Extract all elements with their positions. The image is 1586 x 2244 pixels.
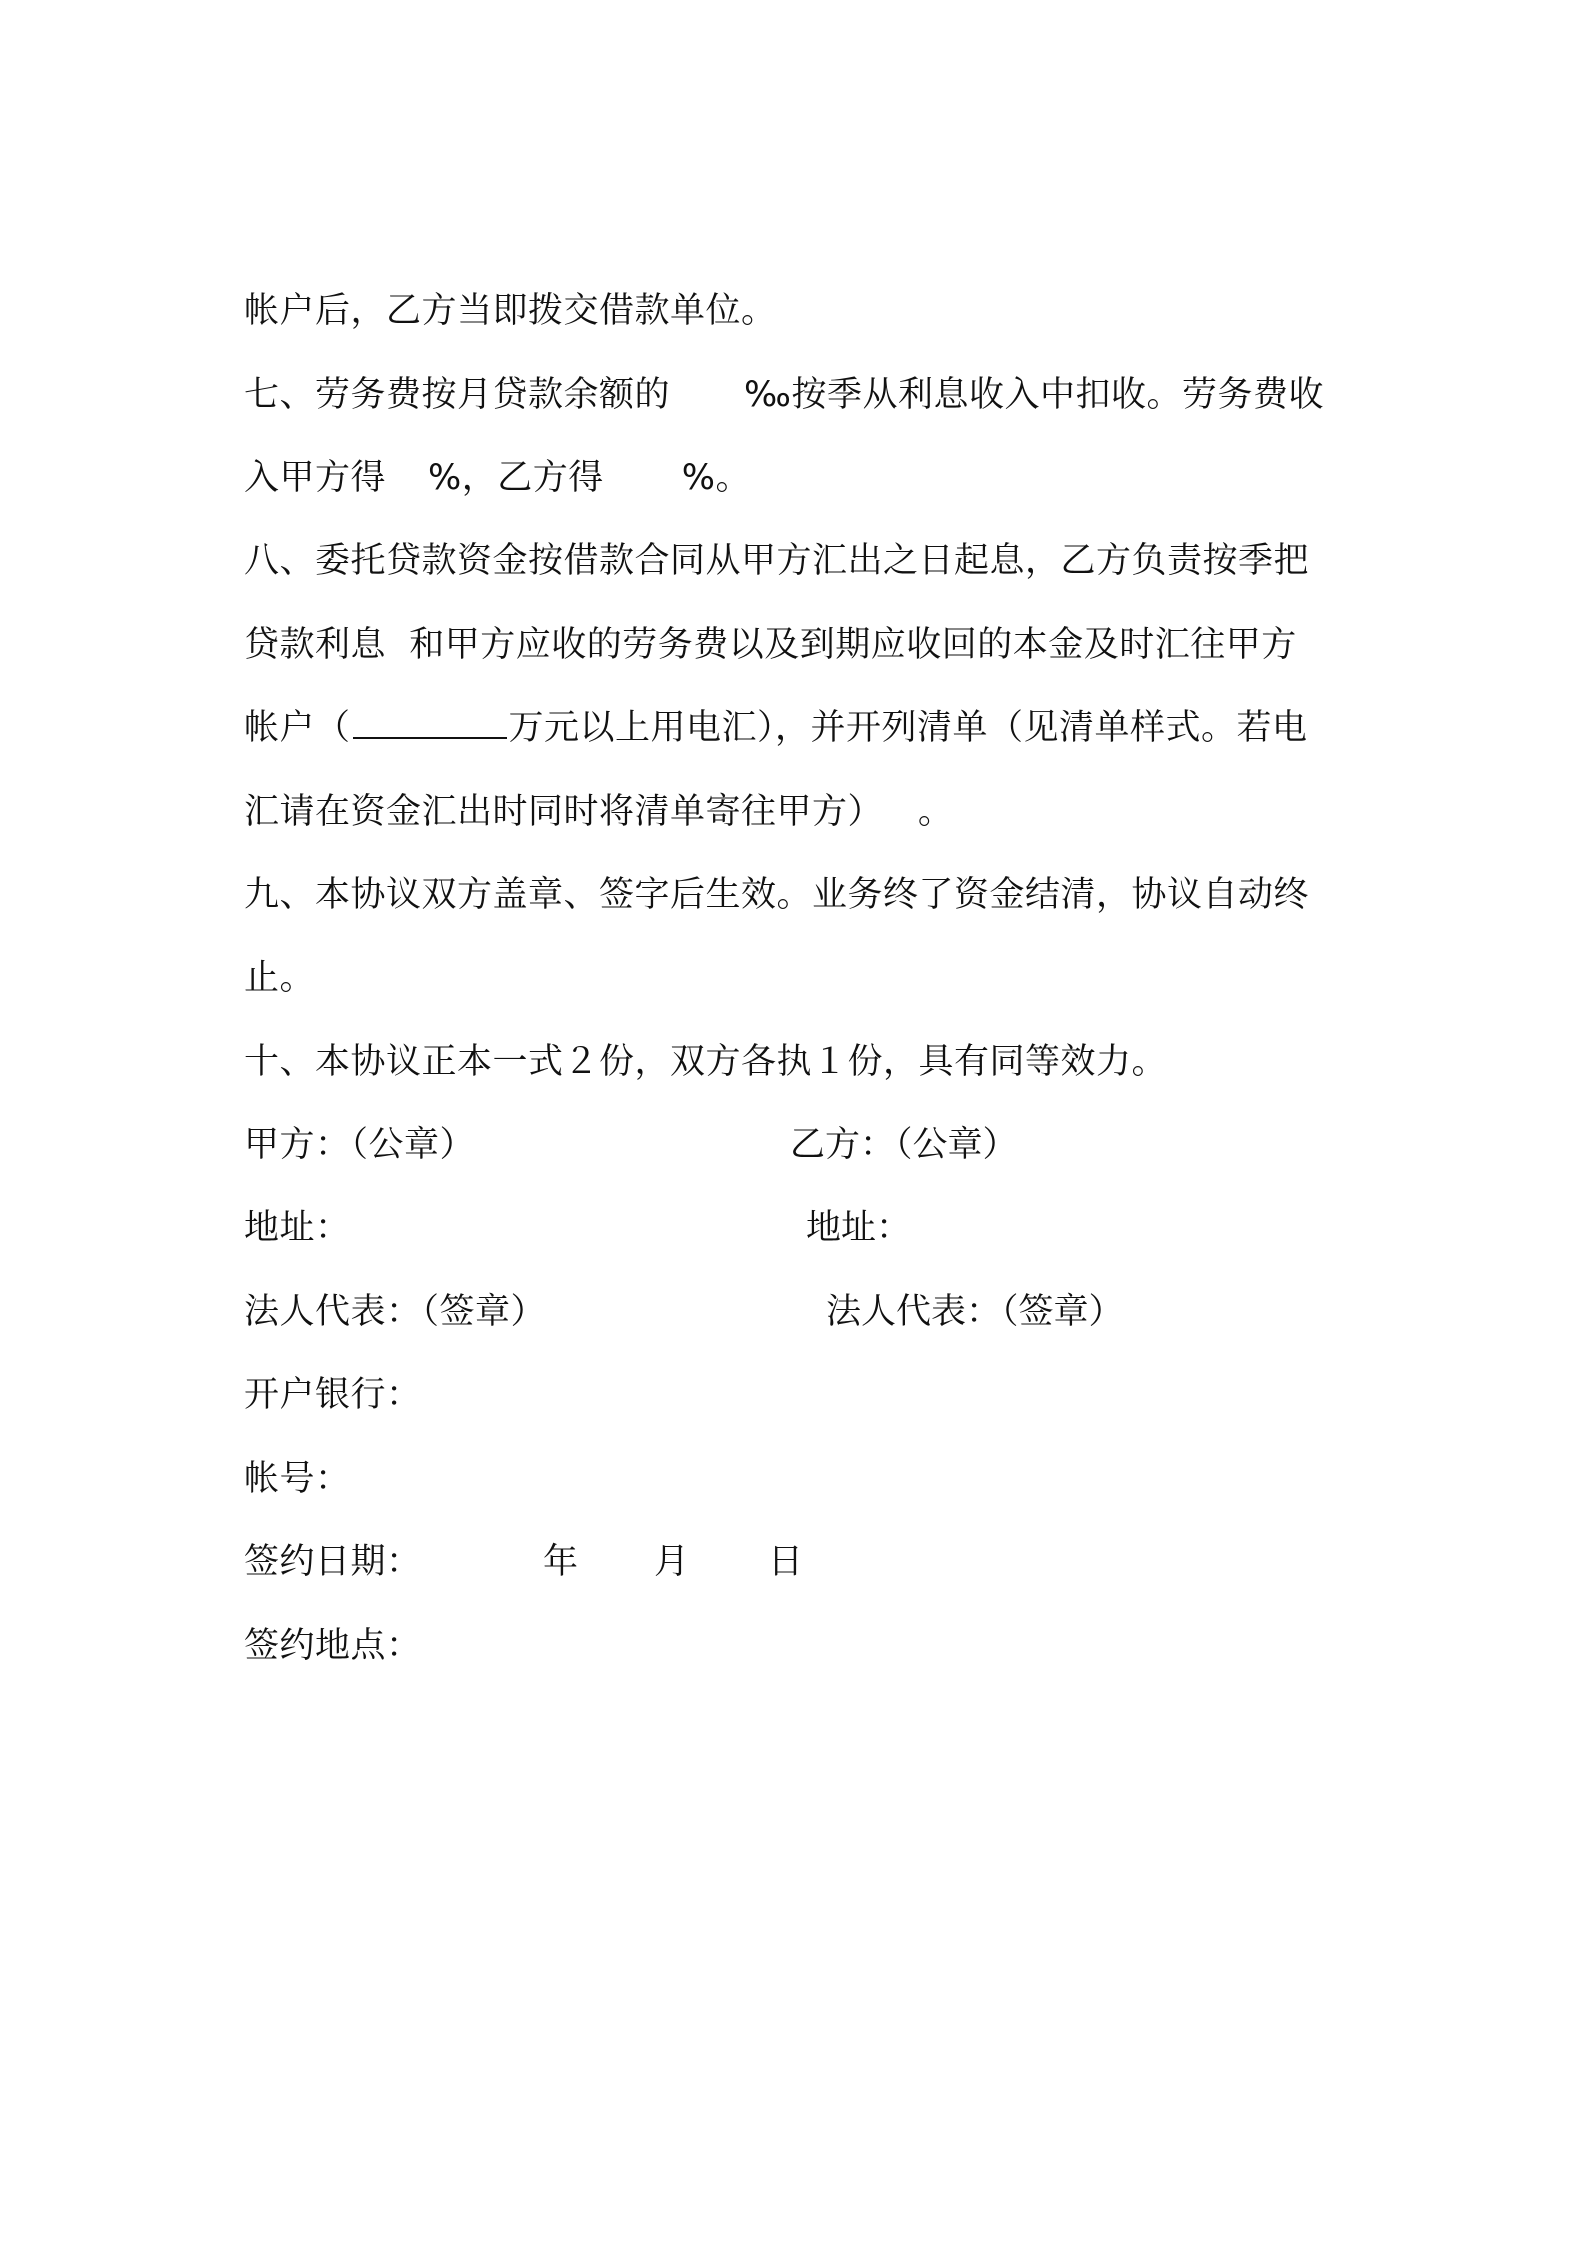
signing-date-label: 签约日期： [244, 1542, 422, 1582]
party-a-seal: 甲方：（公章） [244, 1125, 476, 1165]
date-month: 月 [654, 1542, 690, 1582]
paragraph-7-text-e: %。 [681, 458, 752, 498]
paragraph-7-text-d: %，乙方得 [428, 458, 604, 498]
account-label: 帐号： [244, 1459, 351, 1499]
paragraph-7-text-a: 七、劳务费按月贷款余额的 [244, 375, 671, 415]
amount-blank [353, 707, 507, 739]
date-year: 年 [543, 1542, 579, 1582]
paragraph-9-line2: 止。 [244, 958, 316, 998]
paragraph-6-continuation: 帐户后，乙方当即拨交借款单位。 [244, 291, 777, 331]
party-a-representative: 法人代表：（签章） [244, 1292, 547, 1332]
date-day: 日 [768, 1542, 804, 1582]
party-b-seal: 乙方：（公章） [790, 1125, 1018, 1165]
paragraph-8-text-a: 帐户（ [244, 708, 351, 748]
party-b-representative: 法人代表：（签章） [826, 1292, 1124, 1332]
paragraph-7-text-b: ‰按季从利息收入中扣收。劳务费收 [744, 375, 1324, 415]
paragraph-10: 十、本协议正本一式２份，双方各执１份，具有同等效力。 [244, 1042, 1168, 1082]
paragraph-8-line4: 汇请在资金汇出时同时将清单寄往甲方） 。 [244, 792, 954, 832]
paragraph-9-line1: 九、本协议双方盖章、签字后生效。业务终了资金结清，协议自动终 [244, 875, 1310, 915]
bank-label: 开户银行： [244, 1375, 422, 1415]
signing-place-label: 签约地点： [244, 1626, 422, 1666]
paragraph-7-line1 [244, 373, 1324, 417]
paragraph-8-line2: 贷款利息 和甲方应收的劳务费以及到期应收回的本金及时汇往甲方 [244, 625, 1297, 665]
paragraph-8-line1: 八、委托贷款资金按借款合同从甲方汇出之日起息，乙方负责按季把 [244, 541, 1310, 581]
paragraph-8-text-b: 万元以上用电汇），并开列清单（见清单样式。若电 [508, 708, 1308, 748]
paragraph-7-line2 [244, 456, 751, 500]
paragraph-7-text-c: 入甲方得 [244, 458, 387, 498]
paragraph-8-line3 [244, 706, 1308, 750]
party-b-address: 地址： [806, 1208, 912, 1248]
party-a-address: 地址： [244, 1208, 351, 1248]
